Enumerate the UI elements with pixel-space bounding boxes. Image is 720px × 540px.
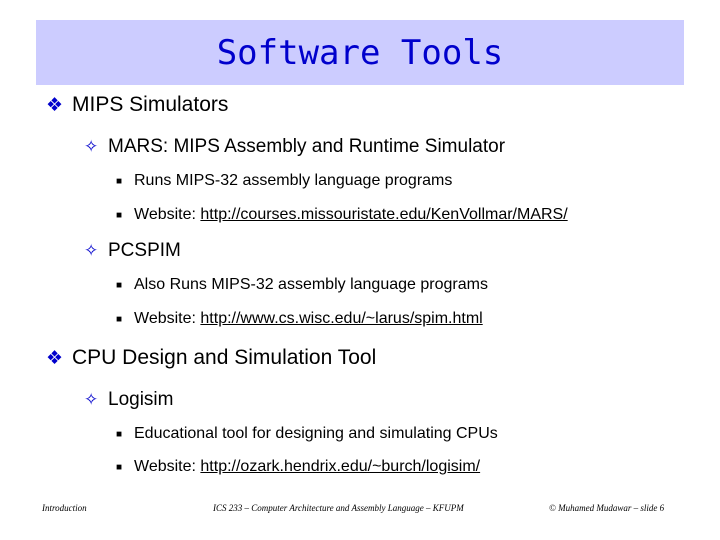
- point-text: Website:: [134, 310, 201, 327]
- logisim-website-link[interactable]: http://ozark.hendrix.edu/~burch/logisim/: [200, 458, 481, 475]
- list-item: [116, 206, 568, 224]
- list-item: [116, 458, 480, 476]
- footer-left: Introduction: [42, 503, 87, 513]
- subitem-mars: [84, 136, 505, 158]
- list-item: [116, 425, 498, 443]
- list-item: [116, 276, 488, 294]
- title-banner: [36, 20, 684, 85]
- point-text: Educational tool for designing and simulating CPUs: [134, 425, 498, 442]
- footer-center: ICS 233 – Computer Architecture and Assembly Language – KFUPM: [213, 503, 464, 513]
- square-bullet-icon: ■: [116, 313, 123, 325]
- slide-title: Software Tools: [216, 32, 504, 73]
- diamond-bullet-icon: ❖: [46, 347, 64, 369]
- section-heading-mips-simulators: [46, 93, 228, 117]
- point-text: Website:: [134, 458, 201, 475]
- star-bullet-icon: ✧: [84, 137, 99, 156]
- section-heading-label: CPU Design and Simulation Tool: [72, 346, 377, 369]
- square-bullet-icon: ■: [116, 209, 123, 221]
- square-bullet-icon: ■: [116, 461, 123, 473]
- subitem-label: Logisim: [108, 389, 174, 410]
- star-bullet-icon: ✧: [84, 390, 99, 409]
- square-bullet-icon: ■: [116, 175, 123, 187]
- section-heading-cpu-design: [46, 346, 376, 370]
- section-heading-label: MIPS Simulators: [72, 93, 229, 116]
- subitem-logisim: [84, 389, 173, 411]
- point-text: Runs MIPS-32 assembly language programs: [134, 172, 453, 189]
- footer-right: © Muhamed Mudawar – slide 6: [549, 503, 665, 513]
- list-item: [116, 310, 483, 328]
- spim-website-link[interactable]: http://www.cs.wisc.edu/~larus/spim.html: [200, 310, 483, 327]
- subitem-label: PCSPIM: [108, 240, 181, 261]
- mars-website-link[interactable]: http://courses.missouristate.edu/KenVollmar/MARS/: [200, 206, 568, 223]
- star-bullet-icon: ✧: [84, 241, 99, 260]
- square-bullet-icon: ■: [116, 428, 123, 440]
- point-text: Also Runs MIPS-32 assembly language programs: [134, 276, 488, 293]
- subitem-pcspim: [84, 240, 181, 262]
- subitem-label: MARS: MIPS Assembly and Runtime Simulator: [108, 136, 506, 157]
- diamond-bullet-icon: ❖: [46, 94, 64, 116]
- list-item: [116, 172, 452, 190]
- square-bullet-icon: ■: [116, 279, 123, 291]
- point-text: Website:: [134, 206, 201, 223]
